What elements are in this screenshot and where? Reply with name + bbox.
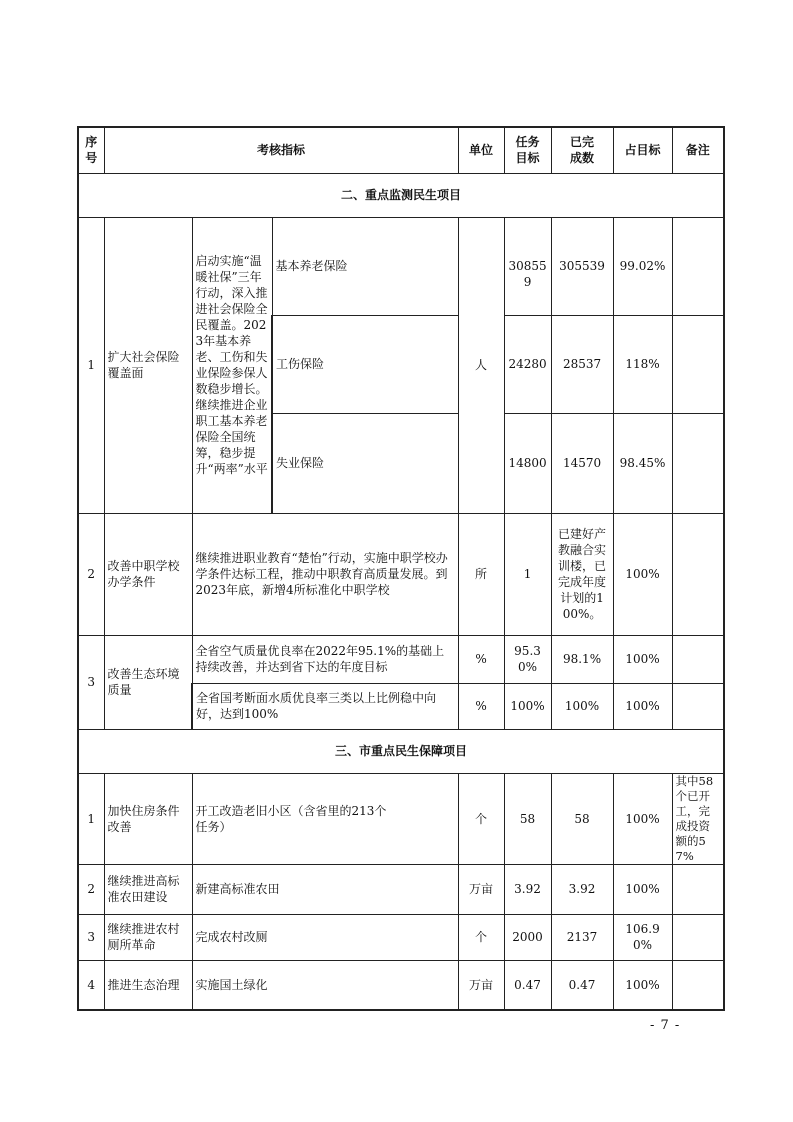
unit-cell: 个	[458, 914, 504, 960]
indicator-description: 全省空气质量优良率在2022年95.1%的基础上持续改善，并达到省下达的年度目标	[192, 635, 458, 683]
sub-indicator-name: 失业保险	[272, 413, 458, 513]
col-target-header: 任务目标	[504, 127, 551, 173]
col-no-header: 序号	[78, 127, 104, 173]
target-cell: 1	[504, 513, 551, 635]
indicator-description: 新建高标准农田	[192, 864, 458, 914]
section-row	[78, 729, 724, 773]
note-cell	[672, 683, 724, 729]
done-cell: 已建好产教融合实训楼，已完成年度计划的100%。	[551, 513, 613, 635]
note-cell	[672, 914, 724, 960]
ratio-cell: 100%	[613, 773, 672, 864]
note-cell	[672, 960, 724, 1010]
ratio-cell: 100%	[613, 635, 672, 683]
section-row	[78, 173, 724, 217]
unit-cell: 人	[458, 217, 504, 513]
indicator-table	[77, 126, 725, 1011]
row-number: 2	[78, 513, 104, 635]
unit-cell: %	[458, 635, 504, 683]
done-cell: 58	[551, 773, 613, 864]
unit-cell: %	[458, 683, 504, 729]
indicator-description: 启动实施“温暖社保”三年行动，深入推进社会保险全民覆盖。2023年基本养老、工伤和失业保险参保人数稳步增长。继续推进企业职工基本养老保险全国统筹，稳步提升“两率”水平	[192, 217, 272, 513]
unit-cell: 所	[458, 513, 504, 635]
table-row	[78, 635, 724, 683]
indicator-name: 继续推进农村厕所革命	[104, 914, 192, 960]
indicator-description: 继续推进职业教育“楚怡”行动，实施中职学校办学条件达标工程，推动中职教育高质量发展。到2023年底，新增4所标准化中职学校	[192, 513, 458, 635]
note-cell	[672, 513, 724, 635]
indicator-description: 实施国土绿化	[192, 960, 458, 1010]
ratio-cell: 98.45%	[613, 413, 672, 513]
target-cell: 308559	[504, 217, 551, 315]
table-header-row	[78, 127, 724, 173]
done-cell: 305539	[551, 217, 613, 315]
row-number: 1	[78, 773, 104, 864]
row-number: 3	[78, 914, 104, 960]
section-title: 三、市重点民生保障项目	[78, 729, 724, 773]
indicator-name: 改善中职学校办学条件	[104, 513, 192, 635]
unit-cell: 万亩	[458, 960, 504, 1010]
unit-cell: 个	[458, 773, 504, 864]
indicator-name: 继续推进高标准农田建设	[104, 864, 192, 914]
done-cell: 98.1%	[551, 635, 613, 683]
col-done-header: 已完成数	[551, 127, 613, 173]
table-row	[78, 217, 724, 315]
note-cell: 其中58个已开工，完成投资额的57%	[672, 773, 724, 864]
col-ratio-header: 占目标	[613, 127, 672, 173]
table-row	[78, 864, 724, 914]
table-row	[78, 773, 724, 864]
done-cell: 0.47	[551, 960, 613, 1010]
note-cell	[672, 413, 724, 513]
row-number: 4	[78, 960, 104, 1010]
target-cell: 0.47	[504, 960, 551, 1010]
indicator-name: 改善生态环境质量	[104, 635, 192, 729]
sub-indicator-name: 基本养老保险	[272, 217, 458, 315]
note-cell	[672, 864, 724, 914]
target-cell: 2000	[504, 914, 551, 960]
ratio-cell: 118%	[613, 315, 672, 413]
row-number: 1	[78, 217, 104, 513]
done-cell: 3.92	[551, 864, 613, 914]
table-row	[78, 914, 724, 960]
done-cell: 100%	[551, 683, 613, 729]
table-row	[78, 513, 724, 635]
done-cell: 28537	[551, 315, 613, 413]
page-number: - 7 -	[650, 1018, 681, 1033]
table-row	[78, 960, 724, 1010]
note-cell	[672, 635, 724, 683]
indicator-description: 完成农村改厕	[192, 914, 458, 960]
ratio-cell: 100%	[613, 960, 672, 1010]
ratio-cell: 100%	[613, 683, 672, 729]
indicator-name: 扩大社会保险覆盖面	[104, 217, 192, 513]
target-cell: 95.30%	[504, 635, 551, 683]
target-cell: 3.92	[504, 864, 551, 914]
sub-indicator-name: 工伤保险	[272, 315, 458, 413]
col-unit-header: 单位	[458, 127, 504, 173]
col-note-header: 备注	[672, 127, 724, 173]
ratio-cell: 100%	[613, 513, 672, 635]
section-title: 二、重点监测民生项目	[78, 173, 724, 217]
indicator-description: 开工改造老旧小区（含省里的213个任务）	[192, 773, 458, 864]
row-number: 2	[78, 864, 104, 914]
indicator-description: 全省国考断面水质优良率三类以上比例稳中向好，达到100%	[192, 683, 458, 729]
col-indicator-header: 考核指标	[104, 127, 458, 173]
target-cell: 58	[504, 773, 551, 864]
unit-cell: 万亩	[458, 864, 504, 914]
indicator-name: 推进生态治理	[104, 960, 192, 1010]
row-number: 3	[78, 635, 104, 729]
ratio-cell: 99.02%	[613, 217, 672, 315]
target-cell: 24280	[504, 315, 551, 413]
note-cell	[672, 315, 724, 413]
indicator-name: 加快住房条件改善	[104, 773, 192, 864]
ratio-cell: 106.90%	[613, 914, 672, 960]
done-cell: 14570	[551, 413, 613, 513]
done-cell: 2137	[551, 914, 613, 960]
target-cell: 14800	[504, 413, 551, 513]
ratio-cell: 100%	[613, 864, 672, 914]
note-cell	[672, 217, 724, 315]
target-cell: 100%	[504, 683, 551, 729]
